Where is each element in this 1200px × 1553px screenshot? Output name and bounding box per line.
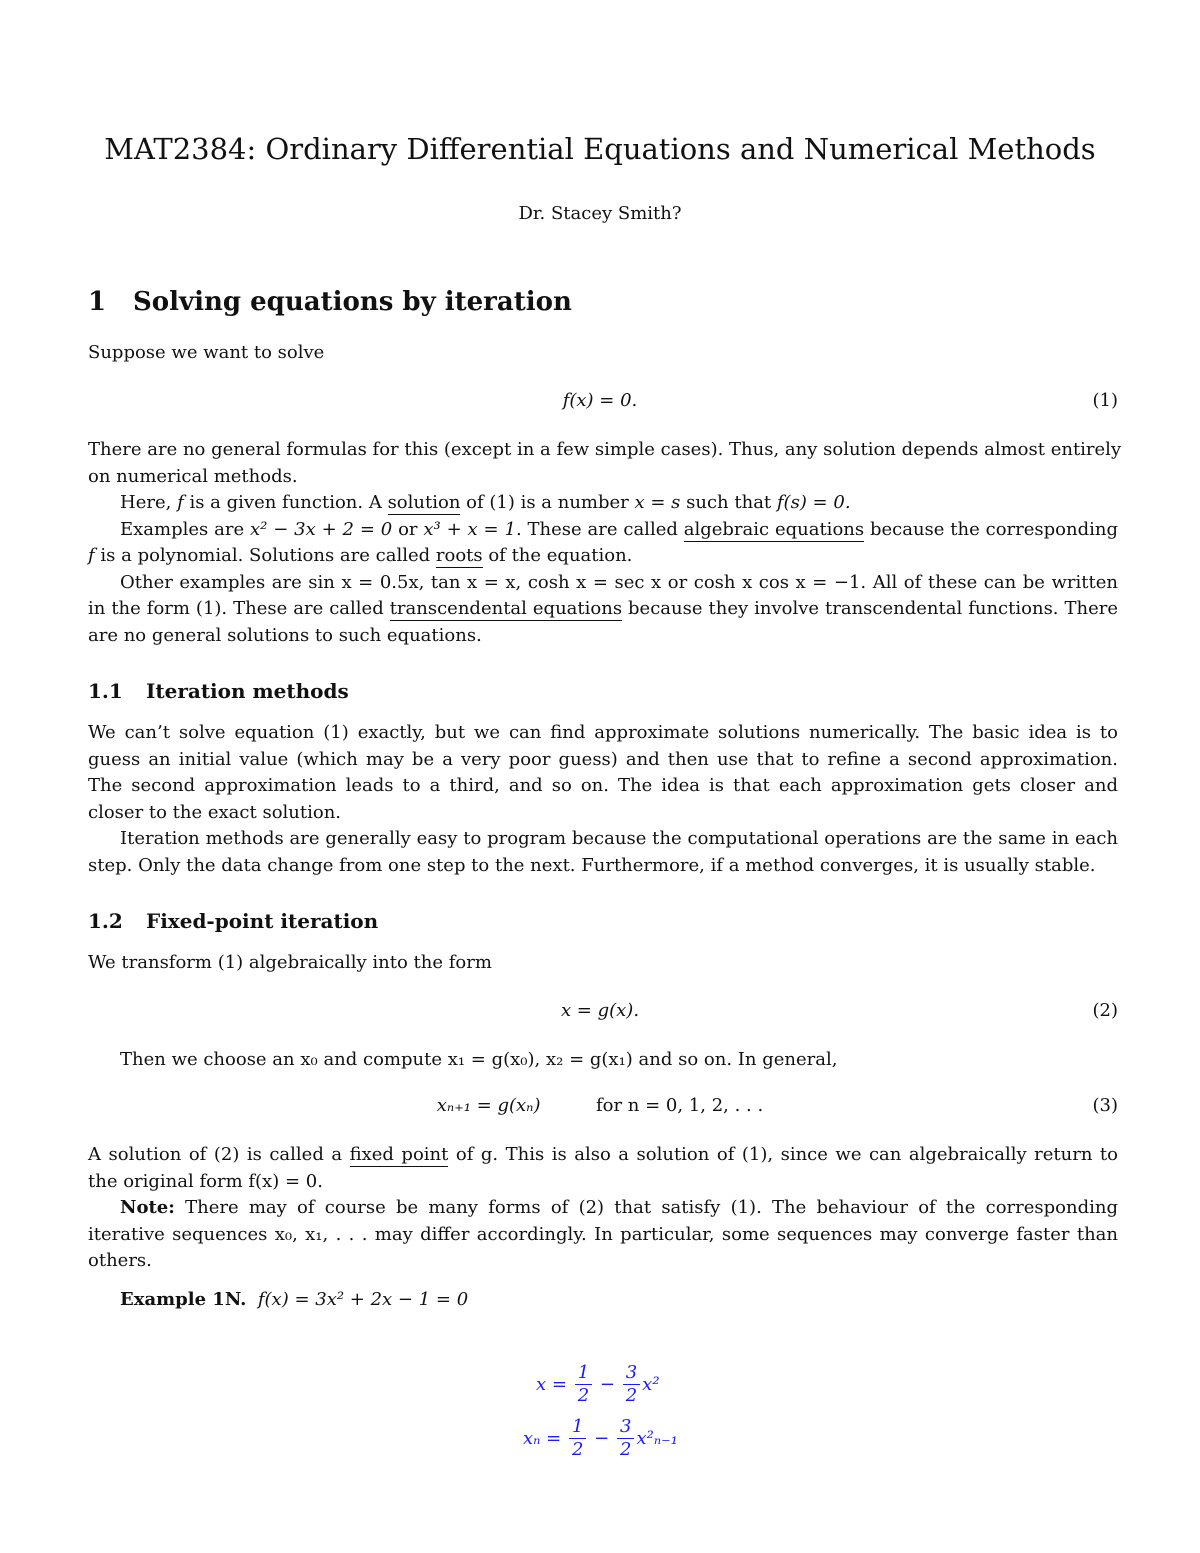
math: − [599, 1374, 615, 1395]
equation-label: (3) [1092, 1095, 1118, 1116]
text-line: Suppose we want to solve [88, 342, 325, 363]
text-line: Then we choose an x₀ and compute x₁ = g(x₀), x₂ = g(x₁) and so on. In general, [120, 1049, 838, 1070]
text-span: . These are called [515, 518, 684, 540]
author: Dr. Stacey Smith? [518, 203, 682, 224]
math: x = s [634, 492, 681, 513]
equation-label: (2) [1092, 1000, 1118, 1021]
text-span: There may of course be many forms of (2) that satisfy (1). The behaviour of the corresponding [174, 1197, 1118, 1218]
paragraph [88, 437, 1122, 649]
paragraph [88, 1047, 1118, 1074]
text-line: on numerical methods. [88, 465, 298, 487]
equation-condition: for n = 0, 1, 2, . . . [595, 1095, 764, 1116]
text-line [88, 1142, 1118, 1169]
numerator: 3 [617, 1416, 634, 1439]
equation-2 [0, 1000, 1200, 1021]
annotation-line-2 [523, 1416, 678, 1461]
document-title: MAT2384: Ordinary Differential Equations and Numerical Methods [104, 132, 1096, 166]
numerator: 1 [575, 1362, 592, 1385]
text-span: of g. This is also a solution of (1), since we can algebraically return to [448, 1144, 1119, 1165]
text-line: The second approximation leads to a third, and so on. The idea is that each approximation gets closer and [88, 775, 1118, 796]
term-roots: roots [435, 545, 483, 566]
math: f(x) = 3x² + 2x − 1 = 0 [257, 1289, 469, 1310]
text-span: A solution of (2) is called a [88, 1144, 350, 1165]
section-1-2-heading [88, 909, 378, 933]
section-number: 1.2 [88, 909, 123, 933]
section-1-heading [88, 287, 572, 317]
math: x² − 3x + 2 = 0 [249, 518, 393, 540]
equation-label: (1) [1092, 390, 1118, 411]
equation-text: x = g(x). [560, 1000, 640, 1021]
math: f(s) = 0. [776, 492, 851, 513]
text-span: of (1) is a number [460, 492, 635, 513]
term-solution: solution [387, 492, 461, 513]
math: x³ + x = 1 [423, 518, 516, 540]
text-span: is a polynomial. Solutions are called [94, 545, 436, 566]
numerator: 1 [569, 1416, 586, 1439]
numerator: 3 [623, 1362, 640, 1385]
text-span: because they involve transcendental functions. There [622, 598, 1119, 619]
text-line: We can’t solve equation (1) exactly, but we can find approximate solutions numerically. The basic idea is to [88, 722, 1118, 743]
math: x² [642, 1374, 660, 1395]
example-heading [88, 1287, 1118, 1314]
math: x²ₙ₋₁ [636, 1428, 678, 1449]
note-label: Note: [120, 1197, 175, 1218]
section-title: Fixed-point iteration [146, 909, 379, 933]
denominator: 2 [577, 1385, 590, 1406]
equation-text: f(x) = 0. [562, 390, 638, 411]
text-line: are no general solutions to such equations. [88, 624, 482, 646]
text-line: guess an initial value (which may be a very poor guess) and then use that to refine a second approximation. [88, 748, 1118, 770]
text-line: the original form f(x) = 0. [88, 1170, 323, 1192]
text-span: of the equation. [482, 545, 633, 566]
text-line [88, 517, 1118, 544]
section-number: 1 [88, 287, 107, 317]
text-line [88, 490, 1118, 517]
text-span: such that [680, 492, 777, 513]
fraction [617, 1416, 634, 1461]
text-line: Other examples are sin x = 0.5x, tan x = x, cosh x = sec x or cosh x cos x = −1. All of these can be written [120, 571, 1118, 593]
paragraph [88, 950, 1118, 977]
denominator: 2 [571, 1439, 584, 1460]
text-line: iterative sequences x₀, x₁, . . . may differ accordingly. In particular, some sequences may converge faster than [88, 1223, 1118, 1245]
term-transcendental-equations: transcendental equations [389, 598, 623, 619]
equation-3 [0, 1095, 1200, 1116]
equation-1 [0, 390, 1200, 411]
math: x = [536, 1374, 567, 1395]
section-title: Iteration methods [146, 679, 349, 703]
term-fixed-point: fixed point [349, 1144, 449, 1165]
text-line: Iteration methods are generally easy to program because the computational operations are the same in each [120, 828, 1118, 849]
equation-text: xₙ₊₁ = g(xₙ) [436, 1095, 541, 1116]
paragraph [88, 720, 1118, 879]
paragraph [88, 1142, 1118, 1275]
section-1-1-heading [88, 679, 349, 703]
example-label: Example 1N. [120, 1289, 247, 1310]
text-span: because the corresponding [864, 518, 1118, 540]
term-algebraic-equations: algebraic equations [683, 518, 865, 540]
text-line [88, 1195, 1118, 1222]
text-line [88, 543, 1118, 570]
text-span: Here, [120, 492, 178, 513]
fraction [569, 1416, 586, 1461]
math: xₙ = [523, 1428, 562, 1449]
denominator: 2 [625, 1385, 638, 1406]
text-span: is a given function. A [183, 492, 388, 513]
text-span: in the form (1). These are called [88, 598, 390, 619]
denominator: 2 [620, 1439, 632, 1460]
text-line: others. [88, 1250, 152, 1271]
paragraph [88, 340, 1118, 367]
section-title: Solving equations by iteration [133, 287, 572, 317]
fraction [575, 1362, 592, 1407]
text-span: or [392, 518, 424, 540]
text-span: Examples are [120, 518, 250, 540]
text-line [88, 596, 1118, 623]
section-number: 1.1 [88, 679, 123, 703]
text-line: step. Only the data change from one step to the next. Furthermore, if a method converges, it is usually stable. [88, 854, 1096, 876]
math: f [88, 545, 95, 566]
text-line [88, 1287, 1118, 1314]
math: − [594, 1428, 610, 1449]
math: f [177, 492, 184, 513]
fraction [623, 1362, 640, 1407]
annotation-line-1 [536, 1362, 660, 1407]
text-line: closer to the exact solution. [88, 801, 342, 823]
text-line: We transform (1) algebraically into the form [88, 952, 492, 973]
text-line: There are no general formulas for this (except in a few simple cases). Thus, any solution depends almost entirely [88, 439, 1122, 460]
